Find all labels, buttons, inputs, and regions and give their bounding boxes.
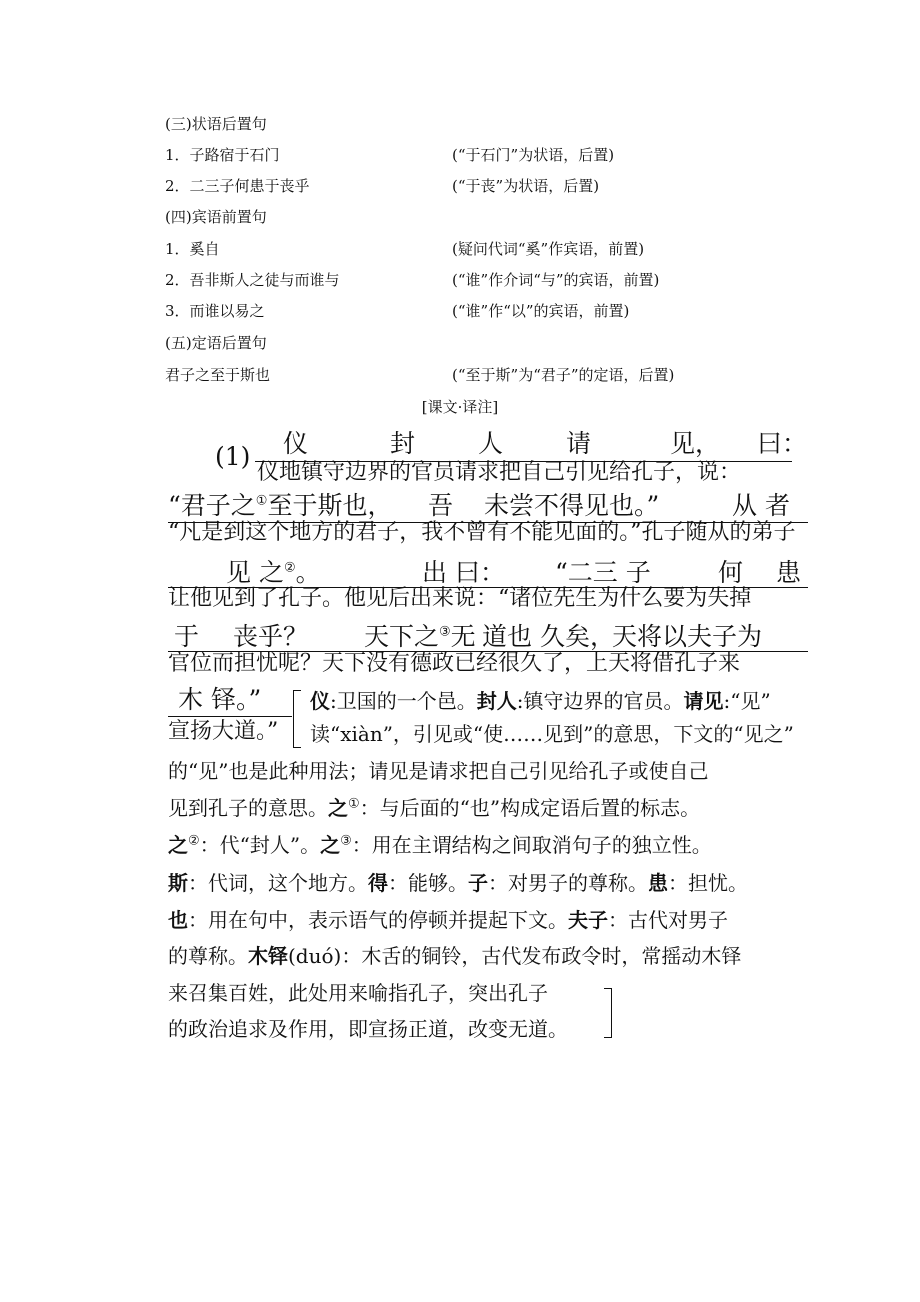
- translation-line: 官位而担忧呢？天下没有德政已经很久了，上天将借孔子来: [168, 651, 741, 676]
- section-heading-adverbial: (三)状语后置句: [165, 115, 267, 133]
- original-text: 未尝不得见也。”: [484, 491, 660, 520]
- passage-number: (1): [215, 442, 251, 471]
- original-char: 仪: [283, 429, 309, 458]
- original-text: 见 之②。: [226, 558, 321, 587]
- example-explanation: (“至于斯”为“君子”的定语，后置): [452, 366, 675, 384]
- section-heading-object: (四)宾语前置句: [165, 208, 267, 226]
- original-text: 天下之③无: [364, 622, 476, 651]
- original-char: 见，: [670, 429, 721, 458]
- translation-line: 宣扬大道。”: [168, 719, 279, 744]
- original-text: 木 铎。”: [178, 685, 262, 714]
- original-char: 人: [478, 429, 504, 458]
- example-sentence: 1．子路宿于石门: [165, 146, 280, 164]
- example-explanation: (疑问代词“奚”作宾语，前置): [452, 240, 645, 258]
- original-text: 从 者: [732, 491, 790, 520]
- original-text: 患: [776, 558, 802, 587]
- example-explanation: (“谁”作介词“与”的宾语，前置): [452, 271, 660, 289]
- example-explanation: (“于丧”为状语，后置): [452, 177, 600, 195]
- original-text: 吾: [428, 491, 454, 520]
- example-explanation: (“于石门”为状语，后置): [452, 146, 615, 164]
- annotation-line: 之②：代“封人”。之③：用在主谓结构之间取消句子的独立性。: [168, 833, 712, 857]
- original-text: “二三 子: [555, 558, 651, 587]
- annotation-line: 斯：代词，这个地方。得：能够。子：对男子的尊称。患：担忧。: [168, 871, 748, 895]
- section-heading-attributive: (五)定语后置句: [165, 334, 267, 352]
- original-char: 请: [566, 429, 592, 458]
- translation-line: 仪地镇守边界的官员请求把自己引见给孔子，说：: [257, 460, 742, 485]
- note-bracket-close: [604, 988, 612, 1038]
- annotation-line: 的尊称。木铎(duó)：木舌的铜铃，古代发布政令时，常摇动木铎: [168, 944, 742, 968]
- annotation-line: 的“见”也是此种用法；请见是请求把自己引见给孔子或使自己: [168, 759, 709, 783]
- example-sentence: 1．奚自: [165, 240, 220, 258]
- annotation-line: 来召集百姓，此处用来喻指孔子，突出孔子: [168, 981, 548, 1005]
- translation-line: 让他见到了孔子。他见后出来说：“诸位先生为什么要为失掉: [168, 586, 752, 611]
- annotation-line: 也：用在句中，表示语气的停顿并提起下文。夫子：古代对男子: [168, 908, 728, 932]
- example-sentence: 3．而谁以易之: [165, 302, 265, 320]
- example-sentence: 2．二三子何患于丧乎: [165, 177, 310, 195]
- original-char: 曰：: [757, 429, 808, 458]
- annotation-line: 见到孔子的意思。之①：与后面的“也”构成定语后置的标志。: [168, 796, 701, 820]
- example-sentence: 2．吾非斯人之徒与而谁与: [165, 271, 340, 289]
- original-char: 封: [390, 429, 416, 458]
- example-sentence: 君子之至于斯也: [165, 366, 271, 384]
- original-text: 天将以夫子为: [612, 622, 763, 651]
- annotation-line: 仪:卫国的一个邑。封人:镇守边界的官员。请见:“见”: [310, 689, 771, 713]
- example-explanation: (“谁”作“以”的宾语，前置): [452, 302, 630, 320]
- annotation-line: 读“xiàn”，引见或“使……见到”的意思，下文的“见之”: [310, 722, 794, 746]
- original-text: 道也 久矣，: [482, 622, 615, 651]
- original-text: 何: [718, 558, 744, 587]
- original-text: 于: [174, 622, 200, 651]
- translation-line: “凡是到这个地方的君子，我不曾有不能见面的。”孔子随从的弟子: [168, 520, 796, 545]
- original-text: 丧乎？: [233, 622, 309, 651]
- annotation-line: 的政治追求及作用，即宣扬正道，改变无道。: [168, 1017, 568, 1041]
- original-text: 出 曰：: [422, 558, 505, 587]
- original-text: “君子之①至于斯也，: [168, 491, 393, 520]
- note-bracket-open: [293, 690, 301, 748]
- section-title: [课文·译注]: [421, 398, 499, 416]
